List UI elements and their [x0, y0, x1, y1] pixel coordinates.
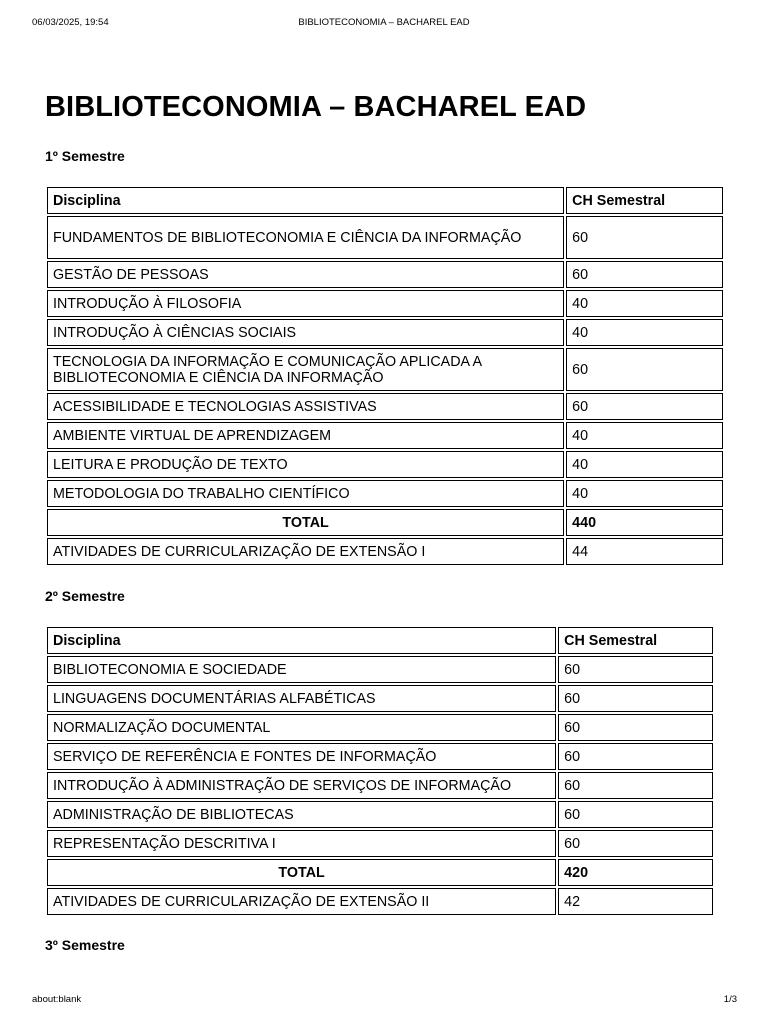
discipline-cell: METODOLOGIA DO TRABALHO CIENTÍFICO	[47, 480, 564, 507]
semester-2-title: 2º Semestre	[45, 588, 125, 604]
column-header-hours: CH Semestral	[566, 187, 723, 214]
total-row	[47, 509, 723, 536]
discipline-cell: ATIVIDADES DE CURRICULARIZAÇÃO DE EXTENSÃO I	[47, 538, 564, 565]
table-row	[47, 656, 713, 683]
hours-cell: 60	[566, 393, 723, 420]
column-header-hours: CH Semestral	[558, 627, 713, 654]
table-row	[47, 422, 723, 449]
discipline-cell: INTRODUÇÃO À ADMINISTRAÇÃO DE SERVIÇOS DE INFORMAÇÃO	[47, 772, 556, 799]
hours-cell: 40	[566, 422, 723, 449]
table-row	[47, 216, 723, 259]
column-header-discipline: Disciplina	[47, 627, 556, 654]
total-value: 420	[558, 859, 713, 886]
discipline-cell: AMBIENTE VIRTUAL DE APRENDIZAGEM	[47, 422, 564, 449]
discipline-cell: ADMINISTRAÇÃO DE BIBLIOTECAS	[47, 801, 556, 828]
hours-cell: 42	[558, 888, 713, 915]
semester-1-table	[45, 185, 725, 567]
print-header	[0, 17, 768, 31]
table-header-row	[47, 187, 723, 214]
discipline-cell: REPRESENTAÇÃO DESCRITIVA I	[47, 830, 556, 857]
column-header-discipline: Disciplina	[47, 187, 564, 214]
hours-cell: 60	[558, 656, 713, 683]
hours-cell: 60	[566, 348, 723, 391]
discipline-cell: ACESSIBILIDADE E TECNOLOGIAS ASSISTIVAS	[47, 393, 564, 420]
discipline-cell: INTRODUÇÃO À CIÊNCIAS SOCIAIS	[47, 319, 564, 346]
print-footer	[0, 994, 768, 1008]
print-date: 06/03/2025, 19:54	[32, 17, 109, 28]
discipline-cell: SERVIÇO DE REFERÊNCIA E FONTES DE INFORMAÇÃO	[47, 743, 556, 770]
print-url: about:blank	[32, 994, 82, 1005]
table-row	[47, 801, 713, 828]
table-row	[47, 451, 723, 478]
table-header-row	[47, 627, 713, 654]
hours-cell: 60	[558, 714, 713, 741]
table-row	[47, 830, 713, 857]
discipline-cell: FUNDAMENTOS DE BIBLIOTECONOMIA E CIÊNCIA DA INFORMAÇÃO	[47, 216, 564, 259]
semester-2-table	[45, 625, 715, 917]
hours-cell: 60	[558, 801, 713, 828]
hours-cell: 40	[566, 290, 723, 317]
total-label: TOTAL	[47, 509, 564, 536]
hours-cell: 40	[566, 319, 723, 346]
table-row	[47, 480, 723, 507]
total-label: TOTAL	[47, 859, 556, 886]
hours-cell: 60	[558, 830, 713, 857]
table-row	[47, 261, 723, 288]
semester-1-title: 1º Semestre	[45, 148, 125, 164]
discipline-cell: TECNOLOGIA DA INFORMAÇÃO E COMUNICAÇÃO APLICADA A BIBLIOTECONOMIA E CIÊNCIA DA INFORMAÇÃO	[47, 348, 564, 391]
hours-cell: 60	[566, 216, 723, 259]
table-row	[47, 393, 723, 420]
hours-cell: 60	[566, 261, 723, 288]
extension-row	[47, 888, 713, 915]
hours-cell: 60	[558, 743, 713, 770]
discipline-cell: LEITURA E PRODUÇÃO DE TEXTO	[47, 451, 564, 478]
total-value: 440	[566, 509, 723, 536]
table-row	[47, 685, 713, 712]
hours-cell: 40	[566, 480, 723, 507]
print-title: BIBLIOTECONOMIA – BACHAREL EAD	[298, 17, 470, 28]
semester-3-title: 3º Semestre	[45, 937, 125, 953]
total-row	[47, 859, 713, 886]
discipline-cell: INTRODUÇÃO À FILOSOFIA	[47, 290, 564, 317]
discipline-cell: BIBLIOTECONOMIA E SOCIEDADE	[47, 656, 556, 683]
discipline-cell: ATIVIDADES DE CURRICULARIZAÇÃO DE EXTENSÃO II	[47, 888, 556, 915]
table-row	[47, 319, 723, 346]
discipline-cell: NORMALIZAÇÃO DOCUMENTAL	[47, 714, 556, 741]
hours-cell: 60	[558, 685, 713, 712]
hours-cell: 40	[566, 451, 723, 478]
hours-cell: 44	[566, 538, 723, 565]
extension-row	[47, 538, 723, 565]
hours-cell: 60	[558, 772, 713, 799]
table-row	[47, 743, 713, 770]
table-row	[47, 772, 713, 799]
table-row	[47, 290, 723, 317]
discipline-cell: GESTÃO DE PESSOAS	[47, 261, 564, 288]
page-number: 1/3	[723, 994, 737, 1005]
table-row	[47, 348, 723, 391]
table-row	[47, 714, 713, 741]
page-title: BIBLIOTECONOMIA – BACHAREL EAD	[45, 91, 587, 123]
discipline-cell: LINGUAGENS DOCUMENTÁRIAS ALFABÉTICAS	[47, 685, 556, 712]
